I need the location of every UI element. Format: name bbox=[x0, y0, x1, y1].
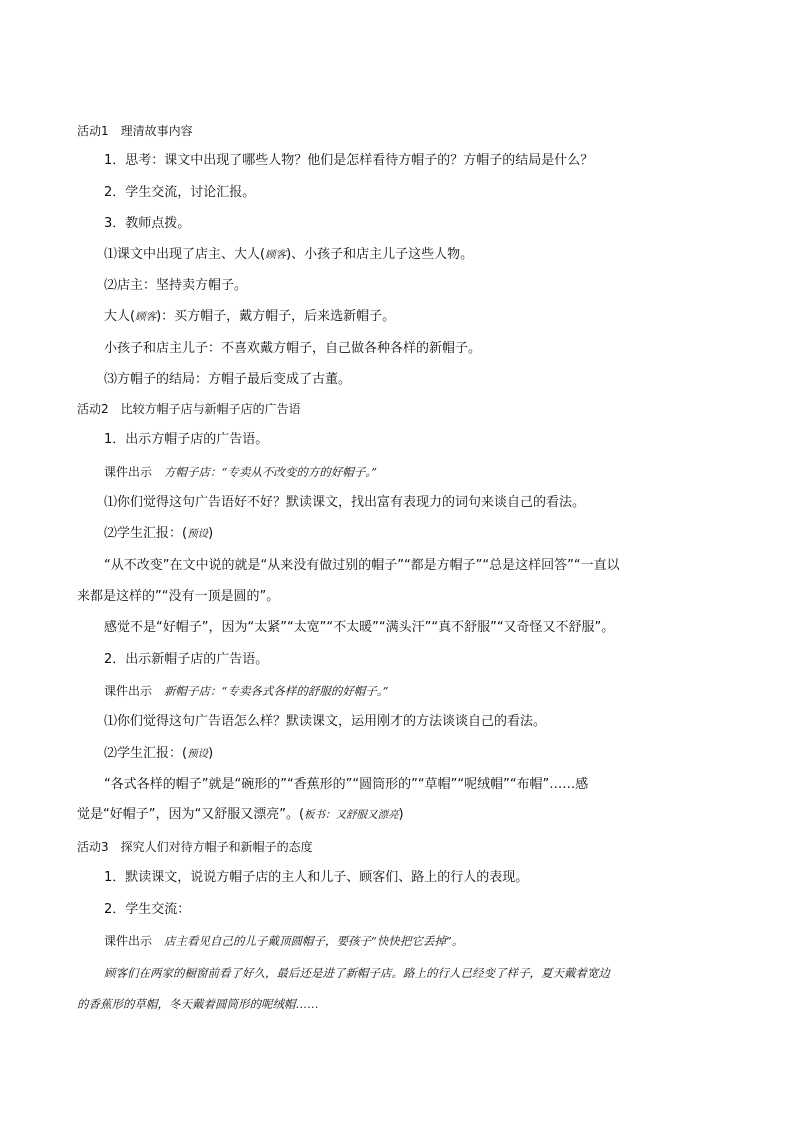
courseware-content: 新帽子店：“专卖各式各样的舒服的好帽子。” bbox=[164, 684, 389, 698]
text-run: )：买方帽子，戴方帽子，后来选新帽子。 bbox=[156, 309, 396, 324]
activity-3-number: 活动3 bbox=[77, 840, 109, 854]
paragraph: ⑴你们觉得这句广告语怎么样？默读课文，运用刚才的方法谈谈自己的看法。 bbox=[104, 714, 547, 729]
courseware-content: 方帽子店：“专卖从不改变的方的好帽子。” bbox=[164, 465, 378, 479]
activity-3-heading bbox=[77, 838, 313, 856]
paragraph: ⑴你们觉得这句广告语好不好？默读课文，找出富有表现力的词句来谈自己的看法。 bbox=[104, 495, 586, 510]
text-run: 觉是“好帽子”，因为“又舒服又漂亮”。( bbox=[77, 807, 305, 822]
text-run: ) bbox=[208, 746, 214, 761]
activity-1-title: 理清故事内容 bbox=[120, 124, 193, 138]
paragraph: 感觉不是“好帽子”，因为“太紧”“太宽”“不太暖”“满头汗”“真不舒服”“又奇怪又不舒服”。 bbox=[104, 620, 615, 635]
courseware-label: 课件出示 bbox=[104, 684, 153, 698]
courseware-line bbox=[104, 463, 377, 481]
courseware-label: 课件出示 bbox=[104, 465, 153, 479]
paragraph: 1．默读课文，说说方帽子店的主人和儿子、顾客们、路上的行人的表现。 bbox=[104, 870, 529, 885]
annotation: 预设 bbox=[187, 528, 209, 540]
activity-1-heading bbox=[77, 122, 193, 140]
blackboard-note: 板书：又舒服又漂亮 bbox=[304, 809, 399, 821]
paragraph: 1．思考：课文中出现了哪些人物？他们是怎样看待方帽子的？方帽子的结局是什么？ bbox=[104, 153, 594, 168]
courseware-line bbox=[104, 932, 463, 950]
courseware-line bbox=[104, 682, 389, 700]
activity-1-number: 活动1 bbox=[77, 124, 109, 138]
activity-2-heading bbox=[77, 400, 301, 418]
paragraph: ⑶方帽子的结局：方帽子最后变成了古董。 bbox=[104, 372, 352, 387]
activity-3-title: 探究人们对待方帽子和新帽子的态度 bbox=[120, 840, 313, 854]
paragraph: 来都是这样的”“没有一顶是圆的”。 bbox=[77, 589, 280, 604]
text-run: ⑵学生汇报：( bbox=[104, 526, 188, 541]
courseware-content: 店主看见自己的儿子戴顶圆帽子，要孩子“快快把它丢掉”。 bbox=[164, 934, 464, 948]
annotation: 顾客 bbox=[265, 249, 287, 261]
activity-2-number: 活动2 bbox=[77, 402, 109, 416]
courseware-label: 课件出示 bbox=[104, 934, 153, 948]
text-run: 大人( bbox=[104, 309, 136, 324]
annotation: 顾客 bbox=[135, 311, 157, 323]
courseware-paragraph: 的香蕉形的草帽，冬天戴着圆筒形的呢绒帽…… bbox=[77, 997, 319, 1011]
paragraph: 3．教师点拨。 bbox=[104, 216, 191, 231]
paragraph: ⑵店主：坚持卖方帽子。 bbox=[104, 278, 248, 293]
paragraph: 2．学生交流，讨论汇报。 bbox=[104, 185, 256, 200]
annotation: 预设 bbox=[187, 748, 209, 760]
activity-2-title: 比较方帽子店与新帽子店的广告语 bbox=[120, 402, 301, 416]
paragraph: 1．出示方帽子店的广告语。 bbox=[104, 432, 269, 447]
paragraph: “各式各样的帽子”就是“碗形的”“香蕉形的”“圆筒形的”“草帽”“呢绒帽”“布帽”……感 bbox=[104, 777, 589, 792]
courseware-paragraph: 顾客们在两家的橱窗前看了好久，最后还是进了新帽子店。路上的行人已经变了样子，夏天戴着宽边 bbox=[104, 966, 610, 980]
paragraph bbox=[104, 745, 213, 763]
paragraph bbox=[77, 806, 404, 824]
paragraph: 2．出示新帽子店的广告语。 bbox=[104, 652, 269, 667]
text-run: ) bbox=[208, 526, 214, 541]
paragraph bbox=[104, 246, 473, 264]
text-run: ) bbox=[398, 807, 404, 822]
text-run: ⑴课文中出现了店主、大人( bbox=[104, 247, 266, 262]
paragraph bbox=[104, 308, 395, 326]
paragraph: “从不改变”在文中说的就是“从来没有做过别的帽子”“都是方帽子”“总是这样回答”“一直以 bbox=[104, 558, 620, 573]
paragraph bbox=[104, 525, 213, 543]
text-run: )、小孩子和店主儿子这些人物。 bbox=[286, 247, 474, 262]
paragraph: 小孩子和店主儿子：不喜欢戴方帽子，自己做各种各样的新帽子。 bbox=[104, 341, 482, 356]
paragraph: 2．学生交流： bbox=[104, 902, 191, 917]
text-run: ⑵学生汇报：( bbox=[104, 746, 188, 761]
